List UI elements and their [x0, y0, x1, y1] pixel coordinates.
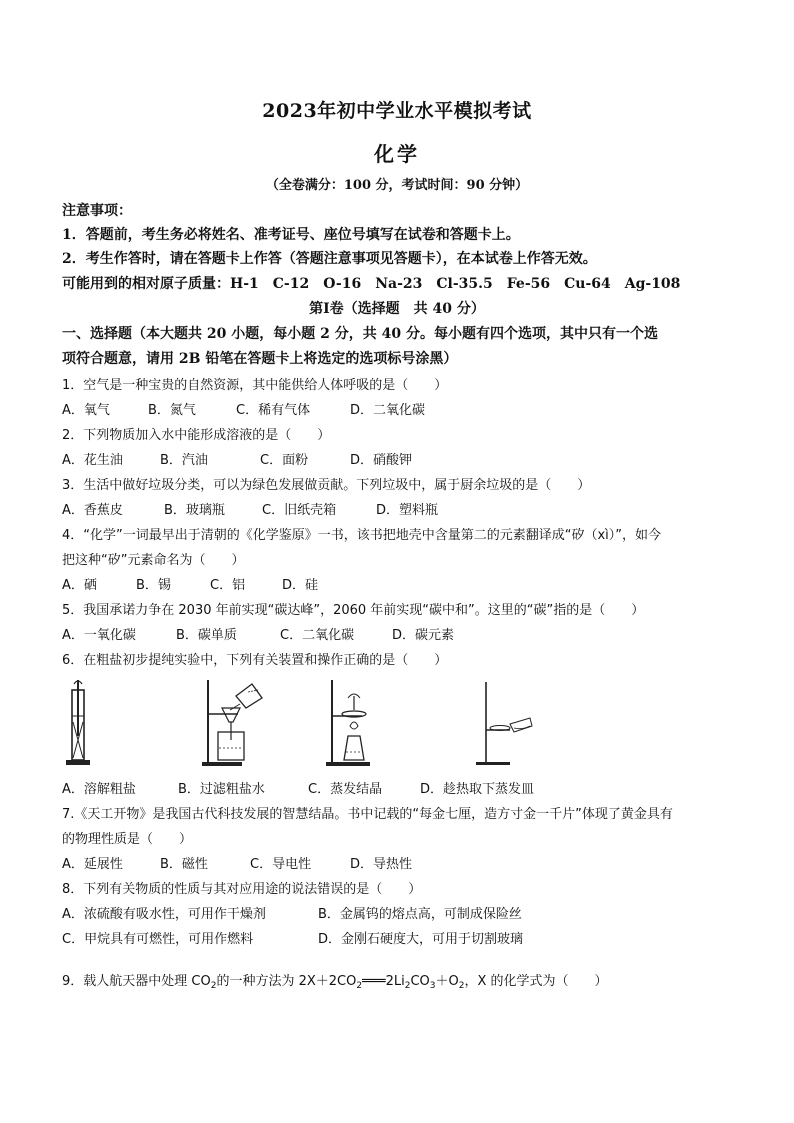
q7-option-d: D．导热性	[350, 857, 413, 872]
q5-option-a: A．一氧化碳	[62, 628, 136, 643]
question-3-stem: 3．生活中做好垃圾分类，可以为绿色发展做贡献。下列垃圾中，属于厨余垃圾的是（ ）	[62, 478, 591, 493]
question-6-stem: 6．在粗盐初步提纯实验中，下列有关装置和操作正确的是（ ）	[62, 653, 448, 668]
q3-option-d: D．塑料瓶	[376, 503, 439, 518]
q1-option-c: C．稀有气体	[236, 403, 311, 418]
q7-option-a: A．延展性	[62, 857, 123, 872]
q4-option-b: B．锡	[136, 578, 171, 593]
subject-title: 化学	[374, 142, 420, 166]
section-instruction-2: 项符合题意，请用 2B 铅笔在答题卡上将选定的选项标号涂黑）	[62, 351, 458, 367]
q7-option-c: C．导电性	[250, 857, 312, 872]
q2-option-a: A．花生油	[62, 453, 123, 468]
q8-option-a: A．浓硫酸有吸水性，可用作干燥剂	[62, 907, 266, 922]
q4-option-c: C．铝	[210, 578, 246, 593]
atomic-masses: 可能用到的相对原子质量：H-1 C-12 O-16 Na-23 Cl-35.5 Fe-56 Cu-64 Ag-108	[62, 276, 681, 292]
q8-option-c: C．甲烷具有可燃性，可用作燃料	[62, 932, 254, 947]
q5-option-c: C．二氧化碳	[280, 628, 355, 643]
section-instruction-1: 一、选择题（本大题共 20 小题，每小题 2 分，共 40 分。每小题有四个选项，其中只有一个选	[62, 326, 658, 342]
figure-remove-dish	[470, 676, 536, 768]
exam-info: （全卷满分：100 分，考试时间：90 分钟）	[265, 178, 529, 193]
question-4-stem-line2: 把这种“矽”元素命名为（ ）	[62, 553, 245, 568]
question-5-stem: 5．我国承诺力争在 2030 年前实现“碳达峰”，2060 年前实现“碳中和”。这里的“碳”指的是（ ）	[62, 603, 645, 618]
notice-heading: 注意事项：	[62, 203, 132, 219]
q2-option-b: B．汽油	[160, 453, 208, 468]
q4-option-d: D．硅	[282, 578, 319, 593]
figure-filtration	[200, 676, 266, 768]
question-7-stem-line2: 的物理性质是（ ）	[62, 832, 193, 847]
q4-option-a: A．硒	[62, 578, 97, 593]
question-2-stem: 2．下列物质加入水中能形成溶液的是（ ）	[62, 428, 331, 443]
q1-option-b: B．氮气	[148, 403, 196, 418]
q3-option-b: B．玻璃瓶	[164, 503, 225, 518]
question-1-stem: 1．空气是一种宝贵的自然资源，其中能供给人体呼吸的是（ ）	[62, 378, 448, 393]
figure-evaporation	[322, 676, 378, 768]
q1-option-a: A．氧气	[62, 403, 110, 418]
part-title: 第Ⅰ卷（选择题 共 40 分）	[309, 301, 485, 317]
question-9-stem: 9．载人航天器中处理 $CO_2$的一种方法为 $2X+2CO_2═══2Li_2CO_3+O_2$，X 的化学式为（ ）	[62, 974, 608, 991]
q2-option-c: C．面粉	[260, 453, 309, 468]
question-7-stem-line1: 7.《天工开物》是我国古代科技发展的智慧结晶。书中记载的“每金七厘，造方寸金一千片”体现了黄金具有	[62, 807, 673, 822]
q8-option-d: D．金刚石硬度大，可用于切割玻璃	[318, 932, 524, 947]
q7-option-b: B．磁性	[160, 857, 208, 872]
q2-option-d: D．硝酸钾	[350, 453, 413, 468]
notice-item-2: 2．考生作答时，请在答题卡上作答（答题注意事项见答题卡），在本试卷上作答无效。	[62, 251, 597, 267]
notice-item-1: 1．答题前，考生务必将姓名、准考证号、座位号填写在试卷和答题卡上。	[62, 227, 520, 243]
q3-option-c: C．旧纸壳箱	[262, 503, 337, 518]
q1-option-d: D．二氧化碳	[350, 403, 426, 418]
q3-option-a: A．香蕉皮	[62, 503, 123, 518]
q6-option-b: B．过滤粗盐水	[178, 782, 265, 797]
q6-option-a: A．溶解粗盐	[62, 782, 136, 797]
equation-equals-sign: ═══	[362, 974, 386, 989]
figure-dissolving-cylinder	[62, 676, 102, 768]
q6-option-c: C．蒸发结晶	[308, 782, 383, 797]
q5-option-d: D．碳元素	[392, 628, 455, 643]
q5-option-b: B．碳单质	[176, 628, 237, 643]
q6-option-d: D．趁热取下蒸发皿	[420, 782, 535, 797]
question-4-stem-line1: 4．“化学”一词最早出于清朝的《化学鉴原》一书，该书把地壳中含量第二的元素翻译成“矽（xì）”，如今	[62, 528, 662, 543]
q8-option-b: B．金属钨的熔点高，可制成保险丝	[318, 907, 522, 922]
question-8-stem: 8．下列有关物质的性质与其对应用途的说法错误的是（ ）	[62, 882, 422, 897]
exam-title: 2023年初中学业水平模拟考试	[262, 100, 532, 122]
